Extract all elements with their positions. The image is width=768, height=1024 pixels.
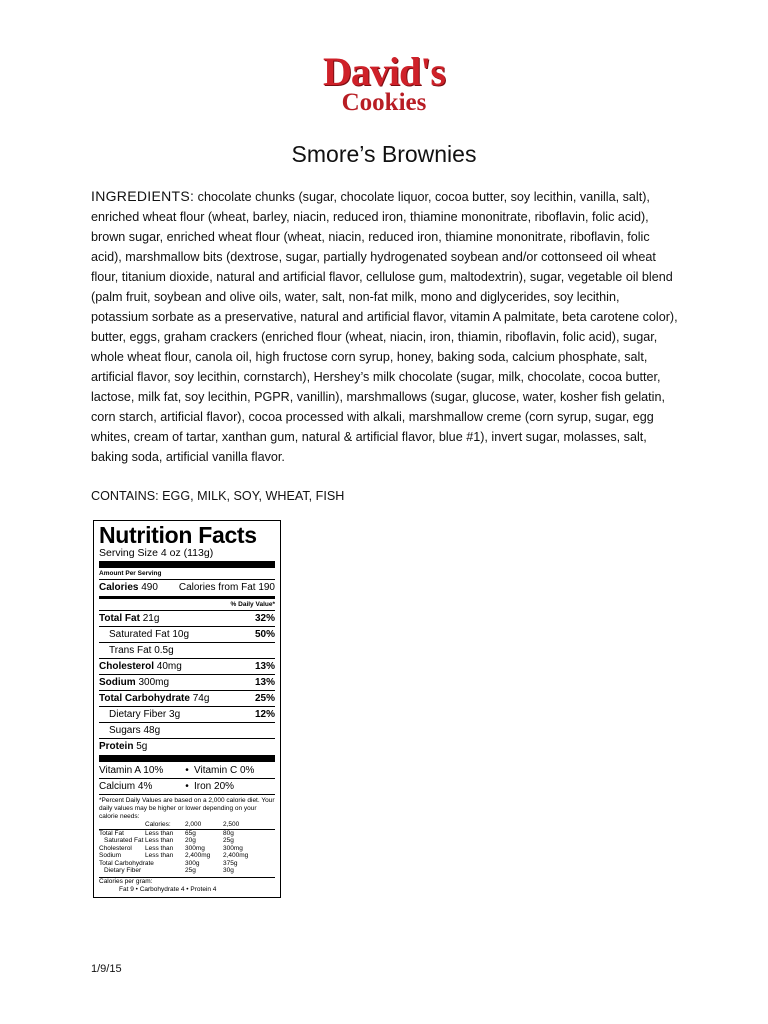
calories-row bbox=[99, 579, 275, 595]
table-cell: 65g bbox=[185, 829, 196, 837]
table-header-cell: Calories: bbox=[145, 821, 171, 828]
serving-size: Serving Size 4 oz (113g) bbox=[99, 547, 214, 559]
nutrient-dv: 13% bbox=[254, 661, 275, 672]
nutrient-row-dietary-fiber bbox=[99, 706, 275, 722]
page-title: Smore’s Brownies bbox=[291, 141, 477, 167]
nutrient-dv: 13% bbox=[254, 677, 275, 688]
table-cell: 25g bbox=[223, 837, 234, 844]
table-header-cell: 2,000 bbox=[185, 821, 202, 828]
table-cell: 2,400mg bbox=[223, 852, 249, 859]
nutrient-amount: 21g bbox=[142, 613, 160, 624]
daily-value-header: % Daily Value* bbox=[230, 601, 275, 608]
table-cell: Less than bbox=[145, 837, 174, 844]
logo-line2: Cookies bbox=[341, 89, 427, 116]
nutrient-label: Total Fat bbox=[99, 613, 140, 624]
table-cell: Dietary Fiber bbox=[104, 867, 142, 874]
daily-value-footnote: *Percent Daily Values are based on a 2,000 calorie diet. Your daily values may be higher or lower depending on your calorie needs: bbox=[99, 797, 275, 820]
nutrient-dv: 12% bbox=[254, 709, 275, 720]
table-header-cell: 2,500 bbox=[223, 821, 240, 828]
table-cell: Less than bbox=[145, 844, 174, 852]
ingredients-label: INGREDIENTS: bbox=[91, 188, 195, 204]
calories-per-gram-values: Fat 9 • Carbohydrate 4 • Protein 4 bbox=[119, 885, 217, 893]
nutrient-amount: 48g bbox=[143, 725, 161, 736]
table-cell: 2,400mg bbox=[185, 852, 211, 859]
ingredients-text: chocolate chunks (sugar, chocolate liquor, cocoa butter, soy lecithin, vanilla, salt), enriched wheat flour (wheat, barley, niacin, reduced iron, thiamine mononitrate, riboflavin, folic acid), brown sugar, enriched wheat flour (wheat, niacin, reduced iron, thiamine mononitrate, riboflavin, folic acid), marshmallow bits (dextrose, sugar, partially hydrogenated soybean and/or cottonseed oil wheat flour, titanium dioxide, natural and artificial flavor, cellulose gum, maltodextrin), sugar, vegetable oil blend (palm fruit, soybean and olive oils, water, salt, non-fat milk, mono and diglycerides, soy lecithin, potassium sorbate as a preservative, natural and artificial flavor, vitamin A palmitate, beta carotene color), butter, eggs, graham crackers (enriched flour (wheat, niacin, iron, thiamin, riboflavin, folic acid), sugar, whole wheat flour, canola oil, high fructose corn syrup, honey, baking soda, calcium phosphate, salt, artificial flavor, soy lecithin, cornstarch), Hershey’s milk chocolate (sugar, milk, chocolate, cocoa butter, lactose, milk fat, soy lecithin, PGPR, vanillin), marshmallows (sugar, glucose, water, kosher fish gelatin, corn starch, artificial flavor), cocoa processed with alkali, marshmallow creme (corn syrup, sugar, egg whites, cream of tartar, xanthan gum, natural & artificial flavor, blue #1), invert sugar, molasses, salt, baking soda, artificial vanilla flavor. bbox=[91, 190, 678, 464]
table-cell: Less than bbox=[145, 829, 174, 837]
nutrient-amount: 3g bbox=[169, 709, 181, 720]
nutrient-label: Total Carbohydrate bbox=[99, 693, 190, 704]
daily-value-table bbox=[99, 821, 275, 829]
nutrient-amount: 0.5g bbox=[154, 645, 174, 656]
nutrient-label: Saturated Fat bbox=[109, 629, 170, 640]
nutrient-row-total-carbohydrate bbox=[99, 690, 275, 706]
daily-value-table-body bbox=[99, 830, 275, 875]
iron: Iron 20% bbox=[194, 781, 235, 792]
nutrient-dv: 32% bbox=[254, 613, 275, 624]
table-cell: 25g bbox=[185, 867, 196, 874]
nutrition-title: Nutrition Facts bbox=[99, 522, 257, 548]
table-cell: 30g bbox=[223, 867, 234, 874]
table-cell: Total Fat bbox=[99, 829, 124, 837]
nutrient-row-protein bbox=[99, 738, 275, 754]
ingredients-paragraph bbox=[91, 186, 679, 467]
nutrient-amount: 300mg bbox=[138, 677, 170, 688]
calories-per-gram-label: Calories per gram: bbox=[99, 877, 153, 885]
vitamin-a: Vitamin A 10% bbox=[99, 765, 164, 776]
table-cell: 300g bbox=[185, 859, 200, 867]
table-header-cell bbox=[99, 821, 145, 829]
nutrient-label: Sugars bbox=[109, 725, 141, 736]
table-cell: 375g bbox=[223, 859, 238, 867]
amount-per-serving: Amount Per Serving bbox=[99, 570, 162, 577]
nutrient-label: Protein bbox=[99, 741, 134, 752]
nutrition-facts-label bbox=[93, 520, 281, 898]
table-cell: Saturated Fat bbox=[104, 837, 144, 844]
nutrient-amount: 74g bbox=[192, 693, 210, 704]
nutrient-amount: 10g bbox=[172, 629, 190, 640]
nutrient-row-sodium bbox=[99, 674, 275, 690]
bullet: • bbox=[185, 781, 189, 792]
nutrient-amount: 40mg bbox=[156, 661, 182, 672]
davids-cookies-logo bbox=[0, 49, 768, 116]
nutrient-dv: 50% bbox=[254, 629, 275, 640]
nutrient-row-saturated-fat bbox=[99, 626, 275, 642]
table-cell: 20g bbox=[185, 837, 196, 844]
logo-line1: David's bbox=[323, 49, 445, 94]
divider-medium bbox=[99, 596, 275, 599]
calories-value: 490 bbox=[141, 582, 158, 593]
cal-from-fat-label: Calories from Fat bbox=[178, 582, 256, 593]
nutrient-row-total-fat bbox=[99, 610, 275, 626]
document-date: 1/9/15 bbox=[91, 963, 122, 975]
nutrient-label: Cholesterol bbox=[99, 661, 155, 672]
divider-thin bbox=[99, 794, 275, 795]
table-cell: Sodium bbox=[99, 852, 122, 859]
table-cell: Cholesterol bbox=[99, 844, 132, 852]
divider-thick bbox=[99, 561, 275, 568]
vitamin-row bbox=[99, 763, 275, 778]
table-cell: 80g bbox=[223, 829, 234, 837]
table-cell: 300mg bbox=[223, 844, 243, 852]
divider-thick bbox=[99, 755, 275, 762]
bullet: • bbox=[185, 765, 189, 776]
table-cell: Less than bbox=[145, 852, 174, 859]
allergen-statement: CONTAINS: EGG, MILK, SOY, WHEAT, FISH bbox=[91, 489, 345, 503]
nutrient-amount: 5g bbox=[136, 741, 148, 752]
nutrient-row-cholesterol bbox=[99, 658, 275, 674]
nutrient-label: Trans Fat bbox=[109, 645, 152, 656]
cal-from-fat-value: 190 bbox=[258, 582, 275, 593]
nutrient-row-sugars bbox=[99, 722, 275, 738]
mineral-row bbox=[99, 778, 275, 794]
table-cell: 300mg bbox=[185, 844, 205, 852]
table-cell: Total Carbohydrate bbox=[99, 859, 154, 867]
nutrient-label: Dietary Fiber bbox=[109, 709, 167, 720]
calcium: Calcium 4% bbox=[99, 781, 153, 792]
nutrient-label: Sodium bbox=[99, 677, 136, 688]
vitamin-c: Vitamin C 0% bbox=[194, 765, 255, 776]
nutrient-dv: 25% bbox=[254, 693, 275, 704]
nutrient-row-trans-fat bbox=[99, 642, 275, 658]
calories-label: Calories bbox=[99, 582, 139, 593]
